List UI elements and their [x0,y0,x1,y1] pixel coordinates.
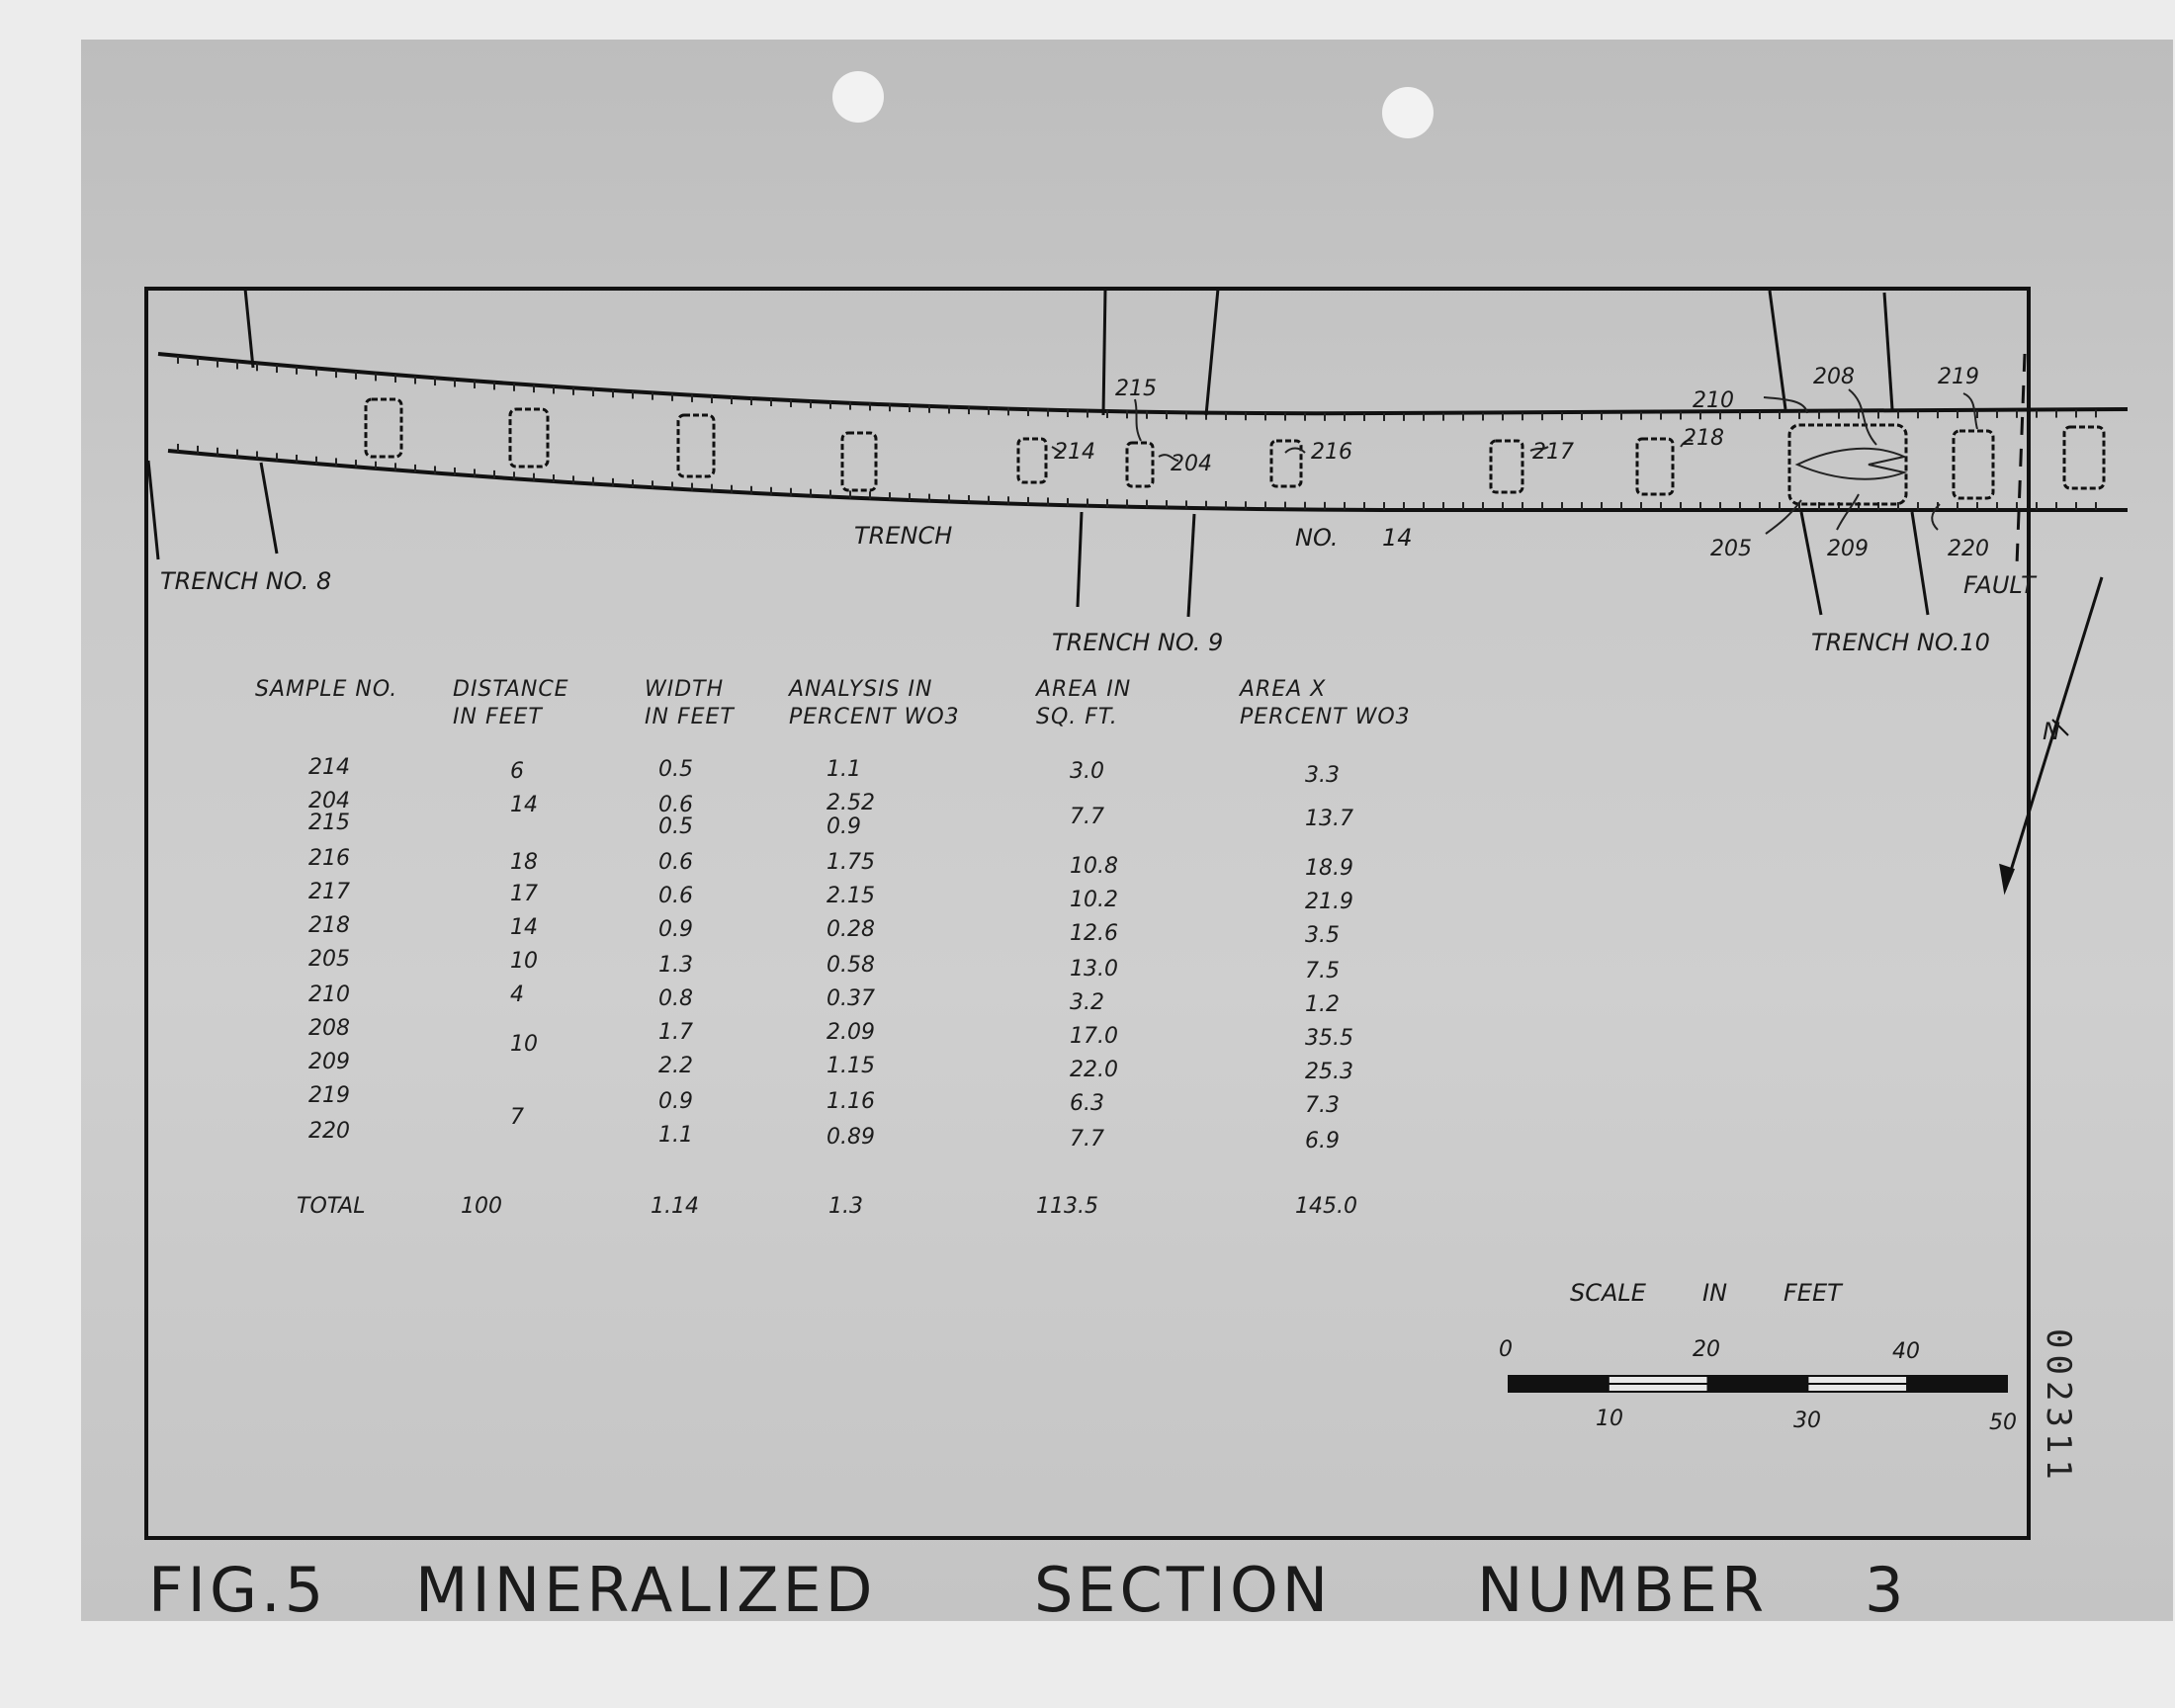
distance-cell: 4 [510,982,524,1007]
sample_no-cell: 218 [308,913,350,938]
sample-block-217 [1491,441,1522,492]
analysis-cell: 1.15 [826,1054,875,1078]
sample_no-cell: 214 [308,755,350,780]
width-cell: 0.8 [658,986,693,1011]
sample_no-cell: 219 [308,1083,350,1108]
area_x_percent-cell: 3.3 [1305,763,1340,788]
sample_no-cell: 216 [308,846,350,871]
sample-label-214: 214 [1054,440,1095,465]
area-cell: 22.0 [1070,1058,1118,1082]
scale-title-feet: FEET [1784,1279,1842,1307]
total-distance: 100 [461,1194,502,1219]
sample-label-219: 219 [1938,365,1979,389]
caption-word-1: MINERALIZED [415,1554,877,1626]
analysis-cell: 1.75 [826,850,875,875]
header-distance: DISTANCE IN FEET [453,677,569,729]
area-cell: 10.2 [1070,888,1118,912]
width-cell: 0.9 [658,917,693,942]
total-analysis: 1.3 [828,1194,863,1219]
sample-label-209: 209 [1827,537,1869,561]
scale-tick-0: 0 [1499,1337,1513,1362]
area-cell: 7.7 [1070,1127,1104,1152]
label-main-trench-number: 14 [1382,524,1413,552]
total-area: 113.5 [1036,1194,1098,1219]
distance-cell: 14 [510,915,538,940]
scale-tick-20: 20 [1693,1337,1720,1362]
sample-label-205: 205 [1710,537,1752,561]
analysis-cell: 0.28 [826,917,875,942]
fault-line [2017,354,2025,565]
total-area-x-percent: 145.0 [1295,1194,1357,1219]
label-trench-10: TRENCH NO.10 [1811,629,1990,656]
distance-cell: 17 [510,882,538,906]
analysis-cell: 1.1 [826,757,861,782]
distance-cell: 14 [510,793,538,817]
sample-label-204: 204 [1171,452,1212,476]
sample-label-215: 215 [1115,377,1157,401]
distance-cell: 18 [510,850,538,875]
area-cell: 3.0 [1070,759,1104,784]
width-cell: 1.3 [658,953,693,978]
area_x_percent-cell: 35.5 [1305,1026,1353,1051]
label-main-trench-no: NO. [1295,524,1339,552]
sample_no-cell: 215 [308,811,350,835]
analysis-cell: 0.37 [826,986,875,1011]
total-label: TOTAL [297,1194,366,1219]
area-cell: 10.8 [1070,854,1118,879]
sample-label-208: 208 [1813,365,1855,389]
map-frame [146,289,2029,1538]
label-trench-9: TRENCH NO. 9 [1052,629,1224,656]
scale-tick-40: 40 [1892,1339,1920,1364]
caption-fig-number: FIG.5 [148,1554,328,1626]
width-cell: 0.5 [658,757,693,782]
scale-title-scale: SCALE [1570,1279,1646,1307]
width-cell: 0.9 [658,1089,693,1114]
area_x_percent-cell: 18.9 [1305,856,1353,881]
trench-10 [1770,291,1928,615]
scale-tick-30: 30 [1793,1409,1821,1433]
area_x_percent-cell: 1.2 [1305,992,1340,1017]
analysis-cell: 2.15 [826,884,875,908]
scale-title-in: IN [1702,1279,1728,1307]
area_x_percent-cell: 25.3 [1305,1060,1353,1084]
sample_no-cell: 210 [308,982,350,1007]
sample-block [842,433,876,490]
width-cell: 2.2 [658,1054,693,1078]
area_x_percent-cell: 3.5 [1305,923,1340,948]
sample_no-cell: 205 [308,947,350,972]
sample_no-cell: 220 [308,1119,350,1144]
area-cell: 12.6 [1070,921,1118,946]
scale-tick-50: 50 [1989,1410,2017,1435]
width-cell: 0.5 [658,814,693,839]
area_x_percent-cell: 7.3 [1305,1093,1340,1118]
width-cell: 1.7 [658,1020,693,1045]
width-cell: 0.6 [658,850,693,875]
header-area: AREA IN SQ. FT. [1036,677,1132,729]
analysis-cell: 2.52 [826,791,875,815]
document-number: 002311 [2039,1328,2078,1486]
label-main-trench-word: TRENCH [854,522,953,550]
total-width: 1.14 [651,1194,699,1219]
sample-block [510,409,548,467]
area-cell: 7.7 [1070,805,1104,829]
distance-cell: 6 [510,759,524,784]
sample-block-205-208-209-210 [1789,425,1906,504]
area-cell: 6.3 [1070,1091,1104,1116]
width-cell: 1.1 [658,1123,693,1148]
area_x_percent-cell: 21.9 [1305,890,1353,914]
distance-cell: 7 [510,1105,524,1130]
header-area-x-percent: AREA X PERCENT WO3 [1240,677,1411,729]
trench-8 [148,289,277,559]
scale-bar [1509,1376,2007,1392]
sample-label-217: 217 [1532,440,1574,465]
caption-word-2: SECTION [1034,1554,1333,1626]
area_x_percent-cell: 6.9 [1305,1129,1340,1153]
header-analysis: ANALYSIS IN PERCENT WO3 [789,677,960,729]
sample-block [678,415,714,476]
analysis-cell: 0.9 [826,814,861,839]
distance-cell: 10 [510,1032,538,1057]
sample-block-214 [1018,439,1046,482]
sample-label-218: 218 [1683,426,1724,451]
sample-blocks [366,399,2104,504]
header-sample-no: SAMPLE NO. [255,677,398,702]
sample-label-210: 210 [1693,388,1734,413]
sample-label-220: 220 [1948,537,1989,561]
width-cell: 0.6 [658,884,693,908]
analysis-cell: 2.09 [826,1020,875,1045]
label-north: N [2043,718,2060,745]
area-cell: 13.0 [1070,957,1118,982]
label-fault: FAULT [1963,571,2036,599]
sample-block [2064,427,2104,488]
sample_no-cell: 209 [308,1050,350,1074]
width-cell: 0.6 [658,793,693,817]
caption-word-4: 3 [1865,1554,1908,1626]
sample-block-219-220 [1954,431,1993,498]
analysis-cell: 0.58 [826,953,875,978]
area-cell: 3.2 [1070,990,1104,1015]
sample_no-cell: 217 [308,880,350,904]
sample_no-cell: 208 [308,1016,350,1041]
area_x_percent-cell: 7.5 [1305,959,1340,983]
analysis-cell: 1.16 [826,1089,875,1114]
sample-block-218 [1637,439,1673,494]
sample_no-cell: 204 [308,789,350,813]
area-cell: 17.0 [1070,1024,1118,1049]
sample-label-216: 216 [1311,440,1352,465]
area_x_percent-cell: 13.7 [1305,807,1353,831]
sample-block [366,399,401,457]
label-trench-8: TRENCH NO. 8 [160,567,332,595]
header-width: WIDTH IN FEET [645,677,735,729]
distance-cell: 10 [510,949,538,974]
vein-shape [1797,449,1904,479]
sample-block-204 [1127,443,1153,486]
scale-tick-10: 10 [1596,1407,1623,1431]
analysis-cell: 0.89 [826,1125,875,1150]
caption-word-3: NUMBER [1477,1554,1769,1626]
